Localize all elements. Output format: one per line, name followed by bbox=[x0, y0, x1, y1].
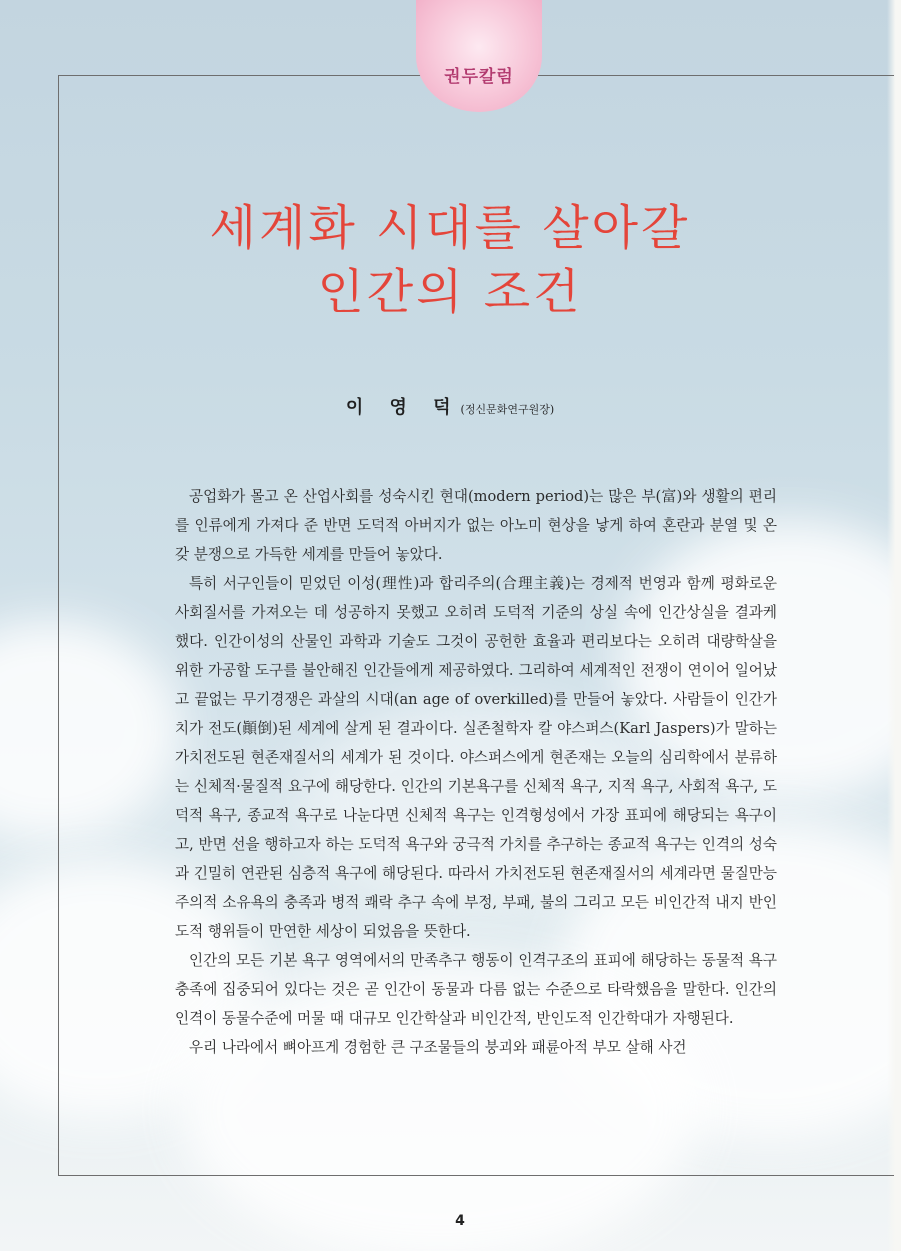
paper-edge bbox=[887, 0, 901, 1251]
body-paragraph: 인간의 모든 기본 욕구 영역에서의 만족추구 행동이 인격구조의 표피에 해당하는 동물적 욕구 충족에 집중되어 있다는 것은 곧 인간이 동물과 다름 없는 수준으로 타락했음을 말한다. 인간의 인격이 동물수준에 머물 때 대규모 인간학살과 비인간적, 반인도적 인간학대가 자행된다. bbox=[175, 952, 777, 1027]
body-paragraph: 특히 서구인들이 믿었던 이성(理性)과 합리주의(合理主義)는 경제적 번영과 함께 평화로운 사회질서를 가져오는 데 성공하지 못했고 오히려 도덕적 기준의 상실 속에 인간상실을 결과케 했다. 인간이성의 산물인 과학과 기술도 그것이 공헌한 효율과 편리보다는 오히려 대량학살을 위한 가공할 도구를 불안해진 인간들에게 제공하였다. 그리하여 세계적인 전쟁이 연이어 일어났고 끝없는 무기경쟁은 과살의 시대(an age of overkilled)를 만들어 놓았다. 사람들이 인간가치가 전도(顚倒)된 세계에 살게 된 결과이다. 실존철학자 칼 야스퍼스(Karl Jaspers)가 말하는 가치전도된 현존재질서의 세계가 된 것이다. 야스퍼스에게 현존재는 오늘의 심리학에서 분류하는 신체적·물질적 요구에 해당한다. 인간의 기본욕구를 신체적 욕구, 지적 욕구, 사회적 욕구, 도덕적 욕구, 종교적 욕구로 나눈다면 신체적 욕구는 인격형성에서 가장 표피에 해당되는 욕구이고, 반면 선을 행하고자 하는 도덕적 욕구와 궁극적 가치를 추구하는 종교적 욕구는 인격의 성숙과 긴밀히 연관된 심층적 욕구에 해당된다. 따라서 가치전도된 현존재질서의 세계라면 물질만능주의적 소유욕의 충족과 병적 쾌락 추구 속에 부정, 부패, 불의 그리고 모든 비인간적 내지 반인도적 행위들이 만연한 세상이 되었음을 뜻한다. bbox=[175, 575, 777, 940]
author-name: 이 영 덕 bbox=[345, 397, 461, 418]
frame-line-left bbox=[58, 75, 59, 1175]
byline bbox=[100, 393, 800, 419]
cloud-shape bbox=[0, 620, 180, 840]
frame-line-top bbox=[58, 75, 430, 76]
article-body bbox=[175, 482, 777, 1062]
column-tag-label: 권두칼럼 bbox=[444, 67, 514, 87]
title-line: 인간의 조건 bbox=[317, 264, 583, 320]
body-paragraph: 우리 나라에서 뼈아프게 경험한 큰 구조물들의 붕괴와 패륜아적 부모 살해 사건 bbox=[189, 1039, 687, 1056]
column-tag-badge bbox=[416, 0, 542, 112]
author-affiliation: (정신문화연구원장) bbox=[460, 403, 555, 416]
frame-line-bottom bbox=[58, 1175, 894, 1176]
page-number: 4 bbox=[455, 1213, 465, 1229]
frame-line-top bbox=[538, 75, 894, 76]
body-paragraph: 공업화가 몰고 온 산업사회를 성숙시킨 현대(modern period)는 많은 부(富)와 생활의 편리를 인류에게 가져다 준 반면 도덕적 아버지가 없는 아노미 현상을 낳게 하여 혼란과 분열 및 온갖 분쟁으로 가득한 세계를 만들어 놓았다. bbox=[175, 488, 777, 563]
title-line: 세계화 시대를 살아갈 bbox=[209, 200, 691, 256]
article-title bbox=[100, 196, 800, 324]
